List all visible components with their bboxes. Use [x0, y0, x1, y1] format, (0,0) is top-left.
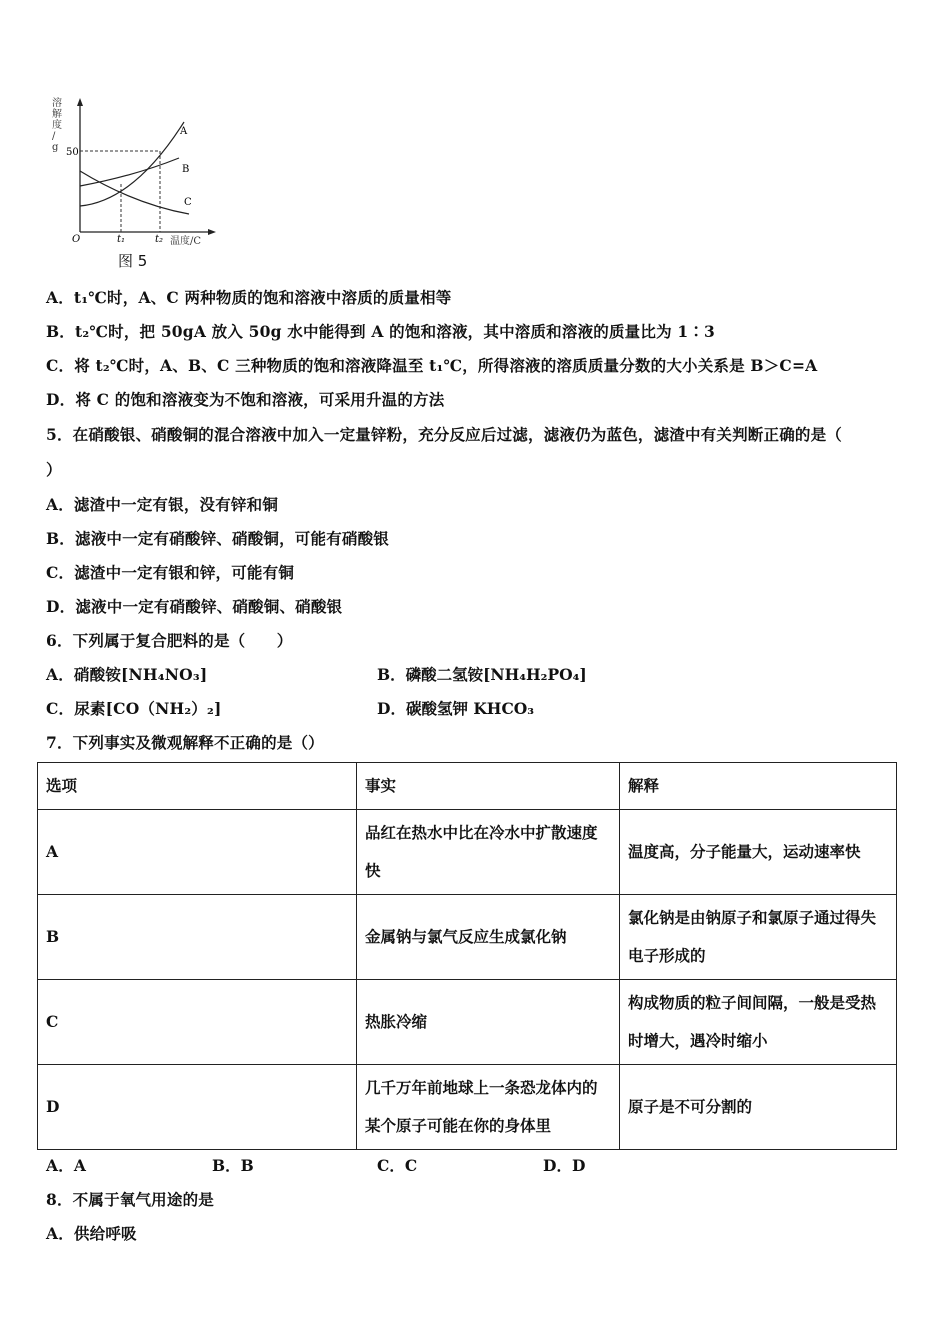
- row-d-explanation: 原子是不可分割的: [620, 1065, 897, 1150]
- q5-option-d: D．滤液中一定有硝酸锌、硝酸铜、硝酸银: [46, 597, 343, 616]
- header-explanation: 解释: [620, 763, 897, 810]
- q7-table: [37, 762, 897, 1150]
- q7-option-b: B．B: [212, 1156, 254, 1175]
- curve-label-c: C: [184, 197, 192, 208]
- q5-option-b: B．滤液中一定有硝酸锌、硝酸铜，可能有硝酸银: [46, 529, 390, 548]
- q4-option-b: B．t₂℃时，把 50gA 放入 50g 水中能得到 A 的饱和溶液，其中溶质和溶液的质量比为 1∶3: [46, 322, 716, 341]
- q5-option-c: C．滤渣中一定有银和锌，可能有铜: [46, 563, 295, 582]
- table-row: [38, 810, 897, 895]
- y-axis-label: 溶解度/ g: [52, 98, 62, 153]
- curve-b: [80, 158, 179, 186]
- table-row: [38, 980, 897, 1065]
- q5-stem-end: ）: [46, 460, 62, 479]
- q8-stem: 8．不属于氧气用途的是: [46, 1190, 214, 1209]
- row-b-fact: 金属钠与氯气反应生成氯化钠: [357, 895, 620, 980]
- row-b-explanation: 氯化钠是由钠原子和氯原子通过得失电子形成的: [620, 895, 897, 980]
- q7-option-d: D．D: [543, 1156, 586, 1175]
- header-fact: 事实: [357, 763, 620, 810]
- row-d-fact: 几千万年前地球上一条恐龙体内的某个原子可能在你的身体里: [357, 1065, 620, 1150]
- q6-option-d: D．碳酸氢钾 KHCO₃: [377, 699, 535, 718]
- row-b-option: B: [38, 895, 357, 980]
- header-option: 选项: [38, 763, 357, 810]
- row-c-option: C: [38, 980, 357, 1065]
- q7-option-a: A．A: [46, 1156, 87, 1175]
- row-c-fact: 热胀冷缩: [357, 980, 620, 1065]
- q4-option-a: A．t₁℃时，A、C 两种物质的饱和溶液中溶质的质量相等: [46, 288, 452, 307]
- row-a-option: A: [38, 810, 357, 895]
- origin-label: O: [72, 234, 81, 245]
- q5-stem: 5．在硝酸银、硝酸铜的混合溶液中加入一定量锌粉，充分反应后过滤，滤液仍为蓝色，滤渣中有关判断正确的是（: [46, 425, 842, 444]
- q6-stem: 6．下列属于复合肥料的是（ ）: [46, 631, 293, 650]
- q4-option-c: C．将 t₂℃时，A、B、C 三种物质的饱和溶液降温至 t₁℃，所得溶液的溶质质量分数的大小关系是 B＞C=A: [46, 356, 818, 375]
- figure-caption: 图 5: [118, 252, 148, 270]
- q4-option-d: D．将 C 的饱和溶液变为不饱和溶液，可采用升温的方法: [46, 390, 445, 409]
- table-row: [38, 1065, 897, 1150]
- x-tick-t1: t₁: [117, 234, 126, 245]
- row-a-explanation: 温度高，分子能量大，运动速率快: [620, 810, 897, 895]
- row-a-fact: 品红在热水中比在冷水中扩散速度快: [357, 810, 620, 895]
- row-c-explanation: 构成物质的粒子间间隔，一般是受热时增大，遇冷时缩小: [620, 980, 897, 1065]
- y-tick-50: 50: [66, 147, 79, 158]
- q6-option-b: B．磷酸二氢铵[NH₄H₂PO₄]: [377, 665, 587, 684]
- curve-label-b: B: [182, 164, 190, 175]
- q8-option-a: A．供给呼吸: [46, 1224, 137, 1243]
- x-tick-t2: t₂: [155, 234, 164, 245]
- solubility-graph: [44, 96, 219, 248]
- q5-option-a: A．滤渣中一定有银，没有锌和铜: [46, 495, 279, 514]
- table-header-row: [38, 763, 897, 810]
- q7-stem: 7．下列事实及微观解释不正确的是（）: [46, 733, 324, 752]
- curve-label-a: A: [180, 126, 188, 137]
- curve-c: [80, 171, 189, 214]
- q6-option-c: C．尿素[CO（NH₂）₂]: [46, 699, 222, 718]
- row-d-option: D: [38, 1065, 357, 1150]
- curve-a: [80, 122, 184, 206]
- q7-option-c: C．C: [377, 1156, 418, 1175]
- q6-option-a: A．硝酸铵[NH₄NO₃]: [46, 665, 208, 684]
- x-axis-label: 温度/C: [170, 236, 202, 247]
- table-row: [38, 895, 897, 980]
